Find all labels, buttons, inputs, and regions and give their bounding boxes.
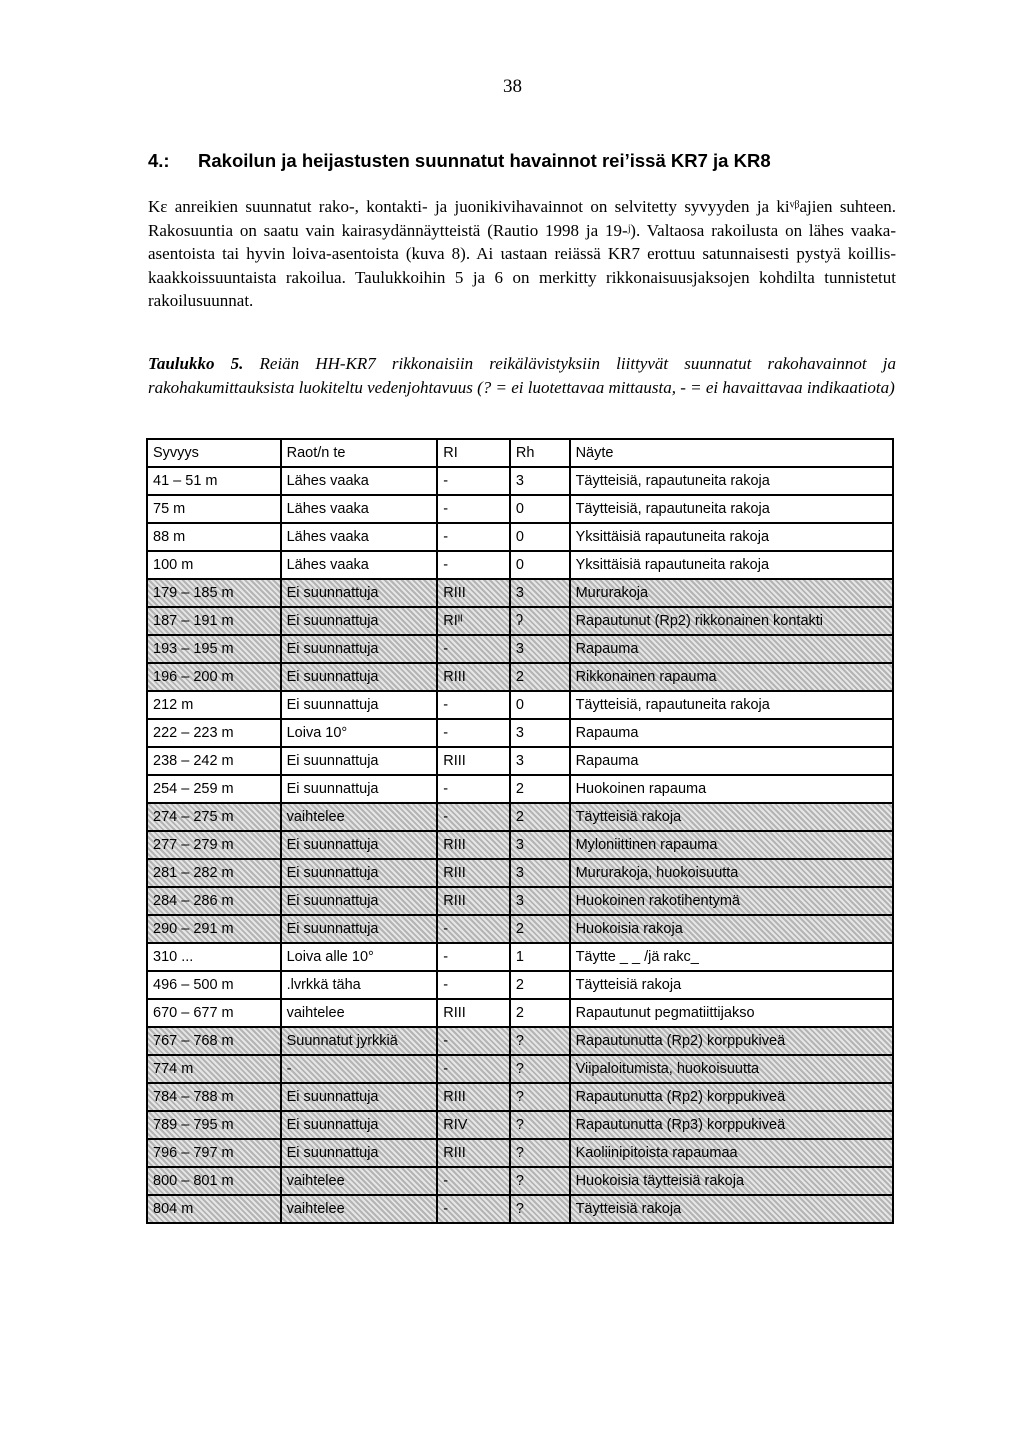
cell-fracture-direction: Ei suunnattuja bbox=[281, 1083, 438, 1111]
cell-sample: Täytteisiä, rapautuneita rakoja bbox=[570, 467, 893, 495]
table-row bbox=[147, 1055, 893, 1083]
cell-fracture-direction: Lähes vaaka bbox=[281, 551, 438, 579]
cell-sample: Rapautunut pegmatiittijakso bbox=[570, 999, 893, 1027]
cell-fracture-direction: Ei suunnattuja bbox=[281, 915, 438, 943]
cell-depth: 75 m bbox=[147, 495, 281, 523]
cell-fracture-direction: Ei suunnattuja bbox=[281, 775, 438, 803]
cell-sample: Täytteisiä rakoja bbox=[570, 971, 893, 999]
cell-rh: 0 bbox=[510, 691, 570, 719]
cell-depth: 274 – 275 m bbox=[147, 803, 281, 831]
cell-ri: RIII bbox=[437, 999, 510, 1027]
cell-rh: 3 bbox=[510, 747, 570, 775]
cell-ri: - bbox=[437, 775, 510, 803]
caption-label: Taulukko 5. bbox=[148, 354, 244, 373]
table-row bbox=[147, 1083, 893, 1111]
cell-depth: 281 – 282 m bbox=[147, 859, 281, 887]
cell-rh: 3 bbox=[510, 719, 570, 747]
table-row bbox=[147, 887, 893, 915]
cell-sample: Rapautunut (Rp2) rikkonainen kontakti bbox=[570, 607, 893, 635]
header-sample: Näyte bbox=[570, 439, 893, 467]
table-row bbox=[147, 915, 893, 943]
table-row bbox=[147, 747, 893, 775]
cell-rh: ? bbox=[510, 1195, 570, 1223]
header-fracture-direction: Raot/n te bbox=[281, 439, 438, 467]
cell-fracture-direction: Ei suunnattuja bbox=[281, 1139, 438, 1167]
cell-depth: 800 – 801 m bbox=[147, 1167, 281, 1195]
cell-rh: 3 bbox=[510, 831, 570, 859]
cell-rh: 0 bbox=[510, 523, 570, 551]
cell-rh: 3 bbox=[510, 635, 570, 663]
cell-rh: ? bbox=[510, 1027, 570, 1055]
cell-sample: Täytteisiä, rapautuneita rakoja bbox=[570, 495, 893, 523]
section-heading bbox=[148, 150, 908, 172]
table-row bbox=[147, 1167, 893, 1195]
cell-ri: - bbox=[437, 915, 510, 943]
cell-fracture-direction: Loiva alle 10° bbox=[281, 943, 438, 971]
cell-depth: 290 – 291 m bbox=[147, 915, 281, 943]
cell-ri: - bbox=[437, 691, 510, 719]
cell-rh: 2 bbox=[510, 803, 570, 831]
cell-depth: 212 m bbox=[147, 691, 281, 719]
table-row bbox=[147, 1195, 893, 1223]
page-number: 38 bbox=[503, 76, 522, 97]
cell-fracture-direction: Loiva 10° bbox=[281, 719, 438, 747]
cell-sample: Rapauma bbox=[570, 747, 893, 775]
cell-ri: RIII bbox=[437, 579, 510, 607]
cell-rh: 2 bbox=[510, 775, 570, 803]
cell-rh: 2 bbox=[510, 915, 570, 943]
cell-sample: Rapauma bbox=[570, 719, 893, 747]
cell-depth: 670 – 677 m bbox=[147, 999, 281, 1027]
cell-sample: Huokoinen rapauma bbox=[570, 775, 893, 803]
cell-depth: 310 ... bbox=[147, 943, 281, 971]
data-table bbox=[146, 438, 894, 1224]
cell-sample: Yksittäisiä rapautuneita rakoja bbox=[570, 551, 893, 579]
cell-fracture-direction: Ei suunnattuja bbox=[281, 607, 438, 635]
cell-fracture-direction: Ei suunnattuja bbox=[281, 691, 438, 719]
cell-sample: Rapauma bbox=[570, 635, 893, 663]
cell-rh: 0 bbox=[510, 495, 570, 523]
cell-depth: 284 – 286 m bbox=[147, 887, 281, 915]
table-row bbox=[147, 551, 893, 579]
cell-depth: 254 – 259 m bbox=[147, 775, 281, 803]
cell-fracture-direction: Ei suunnattuja bbox=[281, 747, 438, 775]
cell-sample: Täytteisiä rakoja bbox=[570, 1195, 893, 1223]
cell-sample: Rapautunutta (Rp2) korppukiveä bbox=[570, 1083, 893, 1111]
cell-rh: 3 bbox=[510, 579, 570, 607]
cell-sample: Täytteisiä rakoja bbox=[570, 803, 893, 831]
cell-sample: Myloniittinen rapauma bbox=[570, 831, 893, 859]
cell-fracture-direction: Ei suunnattuja bbox=[281, 1111, 438, 1139]
cell-sample: Viipaloitumista, huokoisuutta bbox=[570, 1055, 893, 1083]
cell-ri: - bbox=[437, 551, 510, 579]
cell-ri: - bbox=[437, 971, 510, 999]
table-row bbox=[147, 663, 893, 691]
cell-ri: RIII bbox=[437, 1139, 510, 1167]
cell-depth: 179 – 185 m bbox=[147, 579, 281, 607]
cell-ri: RIII bbox=[437, 1083, 510, 1111]
cell-rh: ʔ bbox=[510, 607, 570, 635]
table-row bbox=[147, 607, 893, 635]
body-paragraph bbox=[148, 195, 896, 313]
cell-sample: Täytteisiä, rapautuneita rakoja bbox=[570, 691, 893, 719]
cell-rh: 2 bbox=[510, 663, 570, 691]
cell-fracture-direction: vaihtelee bbox=[281, 803, 438, 831]
cell-ri: RIII bbox=[437, 747, 510, 775]
cell-depth: 100 m bbox=[147, 551, 281, 579]
header-depth: Syvyys bbox=[147, 439, 281, 467]
cell-depth: 88 m bbox=[147, 523, 281, 551]
table-row bbox=[147, 859, 893, 887]
cell-depth: 193 – 195 m bbox=[147, 635, 281, 663]
cell-fracture-direction: Ei suunnattuja bbox=[281, 663, 438, 691]
cell-fracture-direction: Lähes vaaka bbox=[281, 495, 438, 523]
cell-fracture-direction: - bbox=[281, 1055, 438, 1083]
cell-rh: ? bbox=[510, 1055, 570, 1083]
cell-rh: 0 bbox=[510, 551, 570, 579]
cell-rh: 3 bbox=[510, 467, 570, 495]
section-number: 4.: bbox=[148, 150, 170, 171]
cell-sample: Mururakoja bbox=[570, 579, 893, 607]
table-row bbox=[147, 523, 893, 551]
cell-ri: RIII bbox=[437, 663, 510, 691]
cell-fracture-direction: Ei suunnattuja bbox=[281, 859, 438, 887]
cell-rh: 2 bbox=[510, 999, 570, 1027]
table-row bbox=[147, 775, 893, 803]
table-row bbox=[147, 1027, 893, 1055]
cell-rh: 2 bbox=[510, 971, 570, 999]
cell-depth: 196 – 200 m bbox=[147, 663, 281, 691]
cell-depth: 774 m bbox=[147, 1055, 281, 1083]
cell-fracture-direction: Ei suunnattuja bbox=[281, 887, 438, 915]
cell-rh: ? bbox=[510, 1111, 570, 1139]
cell-sample: Mururakoja, huokoisuutta bbox=[570, 859, 893, 887]
cell-rh: ? bbox=[510, 1167, 570, 1195]
cell-fracture-direction: Ei suunnattuja bbox=[281, 831, 438, 859]
cell-sample: Rapautunutta (Rp2) korppukiveä bbox=[570, 1027, 893, 1055]
cell-sample: Huokoisia rakoja bbox=[570, 915, 893, 943]
cell-ri: - bbox=[437, 803, 510, 831]
table-header-row bbox=[147, 439, 893, 467]
cell-depth: 804 m bbox=[147, 1195, 281, 1223]
cell-ri: - bbox=[437, 1195, 510, 1223]
cell-ri: - bbox=[437, 1027, 510, 1055]
cell-ri: - bbox=[437, 467, 510, 495]
cell-ri: - bbox=[437, 635, 510, 663]
cell-depth: 496 – 500 m bbox=[147, 971, 281, 999]
table-row bbox=[147, 579, 893, 607]
table-row bbox=[147, 691, 893, 719]
cell-fracture-direction: .lvrkkä täha bbox=[281, 971, 438, 999]
table-row bbox=[147, 1139, 893, 1167]
cell-rh: 3 bbox=[510, 887, 570, 915]
cell-fracture-direction: Lähes vaaka bbox=[281, 467, 438, 495]
cell-depth: 277 – 279 m bbox=[147, 831, 281, 859]
cell-sample: Täytte _ _ /jä rakc_ bbox=[570, 943, 893, 971]
table-row bbox=[147, 831, 893, 859]
cell-ri: - bbox=[437, 1055, 510, 1083]
table-row bbox=[147, 971, 893, 999]
cell-fracture-direction: Ei suunnattuja bbox=[281, 635, 438, 663]
cell-rh: 3 bbox=[510, 859, 570, 887]
cell-fracture-direction: vaihtelee bbox=[281, 1195, 438, 1223]
cell-ri: - bbox=[437, 495, 510, 523]
cell-depth: 784 – 788 m bbox=[147, 1083, 281, 1111]
cell-sample: Rapautunutta (Rp3) korppukiveä bbox=[570, 1111, 893, 1139]
cell-depth: 41 – 51 m bbox=[147, 467, 281, 495]
table-row bbox=[147, 495, 893, 523]
cell-depth: 238 – 242 m bbox=[147, 747, 281, 775]
table-row bbox=[147, 999, 893, 1027]
caption-text: Reiän HH-KR7 rikkonaisiin reikälävistyksiin liittyvät suunnatut rakohavainnot ja rakohakumittauksista luokiteltu vedenjohtavuus (? = ei luotettavaa mittausta, - = ei havaittavaa indikaatiota) bbox=[148, 354, 896, 397]
cell-depth: 789 – 795 m bbox=[147, 1111, 281, 1139]
cell-depth: 767 – 768 m bbox=[147, 1027, 281, 1055]
cell-depth: 187 – 191 m bbox=[147, 607, 281, 635]
table-row bbox=[147, 467, 893, 495]
section-title: Rakoilun ja heijastusten suunnatut havainnot rei’issä KR7 ja KR8 bbox=[198, 150, 771, 171]
header-rh: Rh bbox=[510, 439, 570, 467]
table-row bbox=[147, 803, 893, 831]
cell-ri: RIᴵᴵ bbox=[437, 607, 510, 635]
cell-ri: RIII bbox=[437, 831, 510, 859]
cell-rh: ? bbox=[510, 1139, 570, 1167]
cell-ri: RIV bbox=[437, 1111, 510, 1139]
cell-ri: RIII bbox=[437, 887, 510, 915]
table-row bbox=[147, 943, 893, 971]
cell-ri: - bbox=[437, 1167, 510, 1195]
cell-rh: 1 bbox=[510, 943, 570, 971]
cell-fracture-direction: vaihtelee bbox=[281, 999, 438, 1027]
cell-fracture-direction: Ei suunnattuja bbox=[281, 579, 438, 607]
cell-ri: RIII bbox=[437, 859, 510, 887]
cell-depth: 796 – 797 m bbox=[147, 1139, 281, 1167]
table-caption bbox=[148, 352, 896, 399]
table-row bbox=[147, 719, 893, 747]
paragraph-text: Kɛ anreikien suunnatut rako-, kontakti- ja juonikivihavainnot on selvitetty syvyyden ja kiᵛᵝajien suhteen. Rakosuuntia on saatu vain kairasydännäytteistä (Rautio 1998 ja 19-ʲ). Valtaosa rakoilusta on lähes vaaka-asentoista tai hyvin loiva-asentoista (kuva 8). Ai ɩastaan reiässä KR7 erottuu satunnaisesti pystyä koillis-kaakkoissuuntaista rakoilua. Taulukkoihin 5 ja 6 on merkitty rikkonaisuusjaksojen kohdilta tunnistetut rakoilusuunnat. bbox=[148, 197, 896, 310]
cell-fracture-direction: Suunnatut jyrkkiä bbox=[281, 1027, 438, 1055]
cell-depth: 222 – 223 m bbox=[147, 719, 281, 747]
cell-rh: ? bbox=[510, 1083, 570, 1111]
cell-ri: - bbox=[437, 943, 510, 971]
cell-sample: Yksittäisiä rapautuneita rakoja bbox=[570, 523, 893, 551]
cell-ri: - bbox=[437, 523, 510, 551]
table-row bbox=[147, 1111, 893, 1139]
cell-fracture-direction: Lähes vaaka bbox=[281, 523, 438, 551]
cell-fracture-direction: vaihtelee bbox=[281, 1167, 438, 1195]
header-ri: RI bbox=[437, 439, 510, 467]
cell-sample: Rikkonainen rapauma bbox=[570, 663, 893, 691]
cell-ri: - bbox=[437, 719, 510, 747]
cell-sample: Huokoisia täytteisiä rakoja bbox=[570, 1167, 893, 1195]
cell-sample: Kaoliinipitoista rapaumaa bbox=[570, 1139, 893, 1167]
cell-sample: Huokoinen rakotihentymä bbox=[570, 887, 893, 915]
table-row bbox=[147, 635, 893, 663]
